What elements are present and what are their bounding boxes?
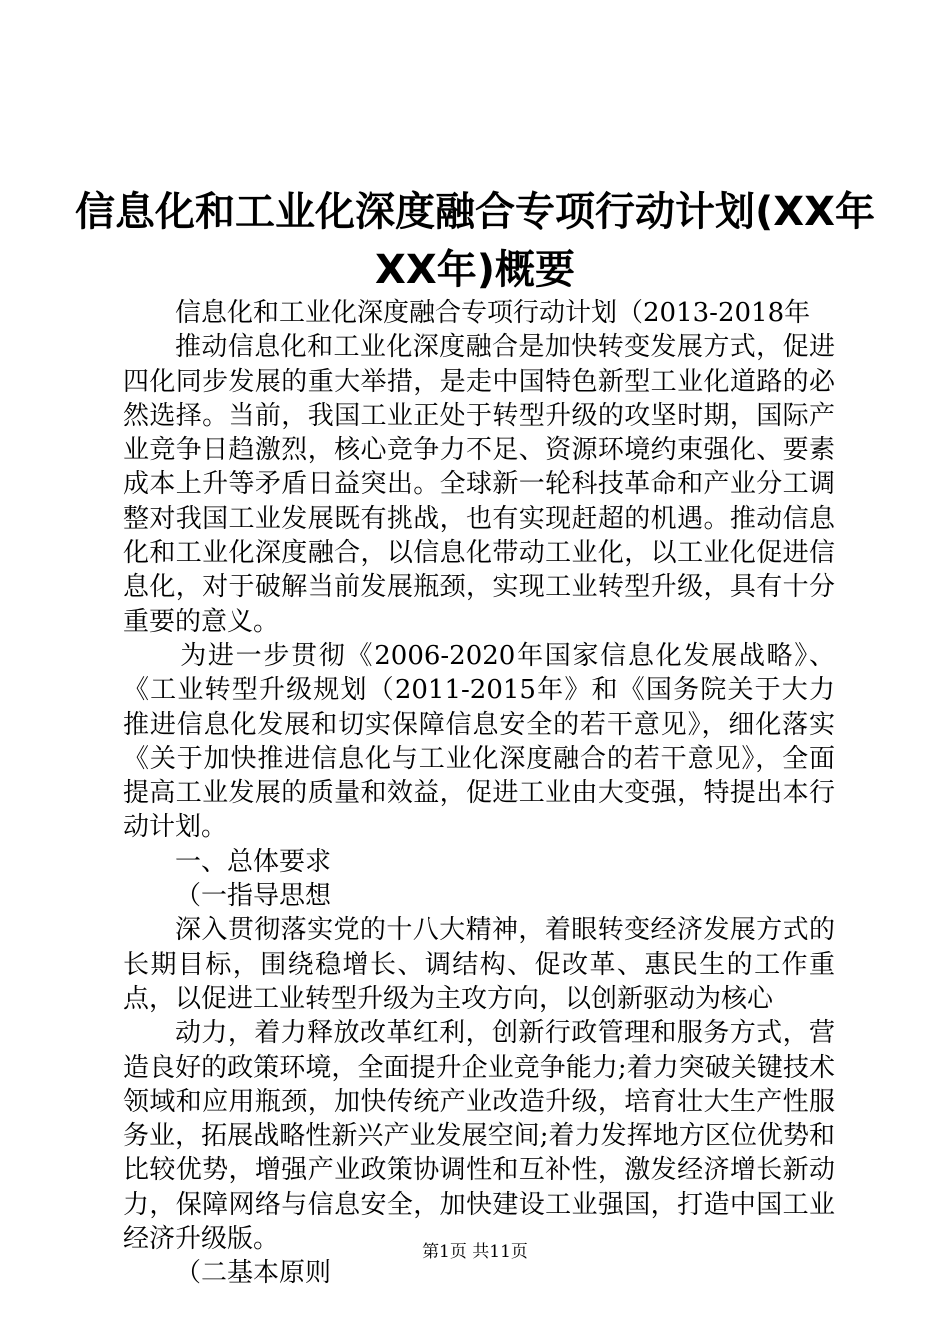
document-title-line-2: XX年)概要 [375, 247, 575, 293]
paragraph-guiding-ideology-cont: 动力，着力释放改革红利，创新行政管理和服务方式，营造良好的政策环境，全面提升企业竞争能力;着力突破关键技术领域和应用瓶颈，加快传统产业改造升级，培育壮大生产性服务业，拓展战略性新兴产业发展空间;着力发挥地方区位优势和比较优势，增强产业政策协调性和互补性，激发经济增长新动力，保障网络与信息安全，加快建设工业强国，打造中国工业经济升级版。 [123, 1018, 835, 1255]
paragraph-guiding-ideology: 深入贯彻落实党的十八大精神，着眼转变经济发展方式的长期目标，围绕稳增长、调结构、促改革、惠民生的工作重点，以促进工业转型升级为主攻方向，以创新驱动为核心 [123, 915, 835, 1014]
document-body [123, 296, 835, 1291]
section-heading-general: 一、总体要求 [175, 846, 332, 877]
subsection-heading-guiding-ideology: （一指导思想 [175, 881, 332, 912]
subsection-heading-basic-principles: （二基本原则 [175, 1258, 332, 1289]
document-title-line-1: 信息化和工业化深度融合专项行动计划(XX年 [75, 189, 875, 235]
page-number-footer: 第1页 共11页 [422, 1242, 528, 1262]
paragraph-purpose: 为进一步贯彻《2006-2020年国家信息化发展战略》、《工业转型升级规划（2011-2015年》和《国务院关于大力推进信息化发展和切实保障信息安全的若干意见》，细化落实《关于加快推进信息化与工业化深度融合的若干意见》，全面提高工业发展的质量和效益，促进工业由大变强，特提出本行动计划。 [123, 640, 835, 843]
paragraph-intro: 推动信息化和工业化深度融合是加快转变发展方式，促进四化同步发展的重大举措，是走中国特色新型工业化道路的必然选择。当前，我国工业正处于转型升级的攻坚时期，国际产业竞争日趋激烈，核心竞争力不足、资源环境约束强化、要素成本上升等矛盾日益突出。全球新一轮科技革命和产业分工调整对我国工业发展既有挑战，也有实现赶超的机遇。推动信息化和工业化深度融合，以信息化带动工业化，以工业化促进信息化，对于破解当前发展瓶颈，实现工业转型升级，具有十分重要的意义。 [123, 332, 835, 637]
paragraph-subtitle: 信息化和工业化深度融合专项行动计划（2013-2018年 [175, 298, 811, 328]
